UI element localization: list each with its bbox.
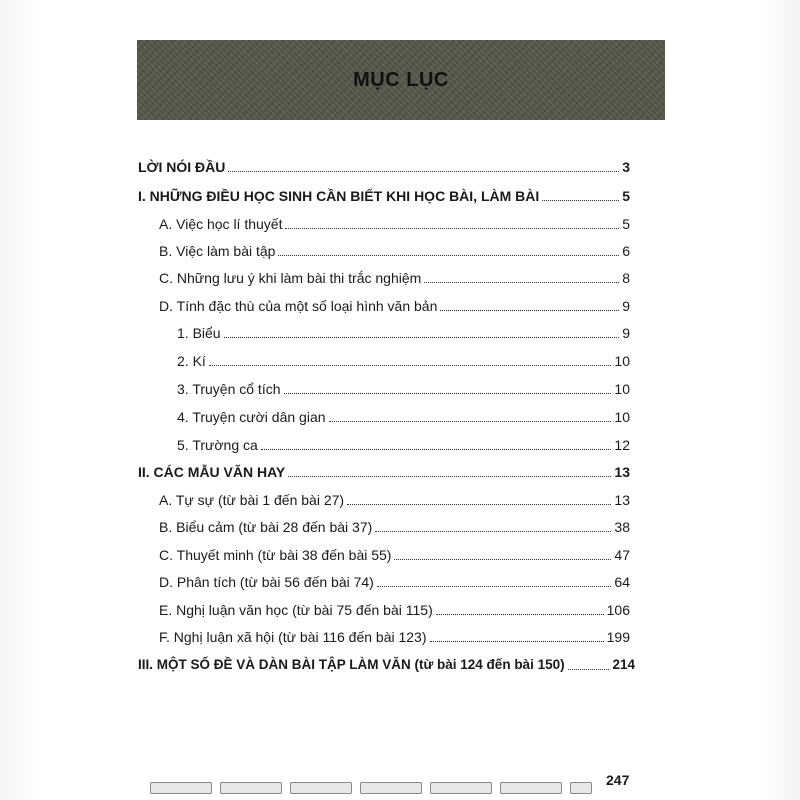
toc-label: B. Việc làm bài tập bbox=[159, 243, 276, 259]
toc-label: 4. Truyện cười dân gian bbox=[177, 409, 326, 425]
toc-entry bbox=[159, 600, 630, 620]
dot-leader bbox=[278, 241, 619, 256]
toc-label: E. Nghị luận văn học (từ bài 75 đến bài 115) bbox=[159, 602, 433, 618]
toc-page: 10 bbox=[614, 381, 630, 397]
toc-label: C. Những lưu ý khi làm bài thi trắc nghiệm bbox=[159, 270, 422, 286]
toc-label: A. Việc học lí thuyết bbox=[159, 216, 283, 232]
toc-label: A. Tự sự (từ bài 1 đến bài 27) bbox=[159, 492, 345, 508]
dot-leader bbox=[440, 296, 619, 311]
dot-leader bbox=[329, 407, 612, 422]
toc-page: 5 bbox=[622, 216, 630, 232]
toc-entry-part-3 bbox=[138, 655, 635, 675]
toc-label: F. Nghị luận xã hội (từ bài 116 đến bài 123) bbox=[159, 629, 427, 645]
toc-page: 8 bbox=[622, 270, 630, 286]
toc-page: 13 bbox=[614, 464, 630, 480]
toc-entry bbox=[177, 407, 630, 427]
dot-leader bbox=[347, 490, 611, 505]
toc-page: 9 bbox=[622, 325, 630, 341]
footer-ornament-segment bbox=[430, 782, 492, 794]
toc-page: 64 bbox=[614, 574, 630, 590]
toc-entry-part-2 bbox=[138, 462, 630, 482]
toc-page: 199 bbox=[606, 629, 630, 645]
toc-entry bbox=[159, 627, 630, 647]
toc-entry bbox=[177, 379, 630, 399]
dot-leader bbox=[285, 214, 619, 229]
dot-leader bbox=[288, 462, 611, 477]
toc-page: 3 bbox=[622, 159, 630, 175]
footer-ornament-segment bbox=[290, 782, 352, 794]
toc-page: 47 bbox=[614, 547, 630, 563]
toc-page: 10 bbox=[614, 353, 630, 369]
toc-entry bbox=[177, 435, 630, 455]
toc-label: 2. Kí bbox=[177, 353, 206, 369]
dot-leader bbox=[228, 157, 619, 172]
toc-label: LỜI NÓI ĐẦU bbox=[138, 159, 226, 175]
toc-page: 13 bbox=[614, 492, 630, 508]
dot-leader bbox=[284, 379, 612, 394]
toc-label: II. CÁC MẪU VĂN HAY bbox=[138, 464, 286, 480]
toc-page: 12 bbox=[614, 437, 630, 453]
toc-entry bbox=[159, 241, 630, 261]
toc-page: 214 bbox=[612, 657, 635, 672]
toc-label: B. Biểu cảm (từ bài 28 đến bài 37) bbox=[159, 519, 373, 535]
toc-entry bbox=[159, 490, 630, 510]
toc-page: 5 bbox=[622, 188, 630, 204]
toc-label: 3. Truyện cổ tích bbox=[177, 381, 281, 397]
toc-page: 6 bbox=[622, 243, 630, 259]
toc-entry bbox=[177, 323, 630, 343]
toc-label: 5. Trường ca bbox=[177, 437, 258, 453]
footer-ornament-segment bbox=[150, 782, 212, 794]
dot-leader bbox=[375, 517, 611, 532]
dot-leader bbox=[436, 600, 604, 615]
toc-label: D. Phân tích (từ bài 56 đến bài 74) bbox=[159, 574, 374, 590]
dot-leader bbox=[377, 572, 612, 587]
toc-entry bbox=[159, 268, 630, 288]
dot-leader bbox=[261, 435, 612, 450]
toc-label: 1. Biểu bbox=[177, 325, 221, 341]
toc-entry bbox=[177, 351, 630, 371]
toc-page: 38 bbox=[614, 519, 630, 535]
toc-entry-preface bbox=[138, 157, 630, 177]
toc-entry bbox=[159, 214, 630, 234]
dot-leader bbox=[394, 545, 611, 560]
footer-ornament bbox=[150, 778, 590, 794]
footer-ornament-segment bbox=[570, 782, 592, 794]
dot-leader bbox=[224, 323, 620, 338]
toc-label: III. MỘT SỐ ĐỀ VÀ DÀN BÀI TẬP LÀM VĂN (từ bài 124 đến bài 150) bbox=[138, 657, 565, 672]
dot-leader bbox=[209, 351, 612, 366]
toc-label: C. Thuyết minh (từ bài 38 đến bài 55) bbox=[159, 547, 392, 563]
page-number: 247 bbox=[606, 772, 630, 788]
toc-entry bbox=[159, 296, 630, 316]
footer-ornament-segment bbox=[220, 782, 282, 794]
toc-page: 9 bbox=[622, 298, 630, 314]
toc-label: D. Tính đặc thù của một số loại hình văn bản bbox=[159, 298, 438, 314]
footer-ornament-segment bbox=[360, 782, 422, 794]
toc-page: 10 bbox=[614, 409, 630, 425]
footer-ornament-segment bbox=[500, 782, 562, 794]
dot-leader bbox=[424, 268, 619, 283]
toc-entry bbox=[159, 545, 630, 565]
toc-label: I. NHỮNG ĐIỀU HỌC SINH CẦN BIẾT KHI HỌC BÀI, LÀM BÀI bbox=[138, 188, 540, 204]
toc-entry bbox=[159, 517, 630, 537]
toc-entry-part-1 bbox=[138, 186, 630, 206]
dot-leader bbox=[568, 655, 610, 670]
dot-leader bbox=[430, 627, 604, 642]
dot-leader bbox=[542, 186, 619, 201]
toc-entry bbox=[159, 572, 630, 592]
toc-page: 106 bbox=[606, 602, 630, 618]
page-title: MỤC LỤC bbox=[353, 68, 449, 91]
